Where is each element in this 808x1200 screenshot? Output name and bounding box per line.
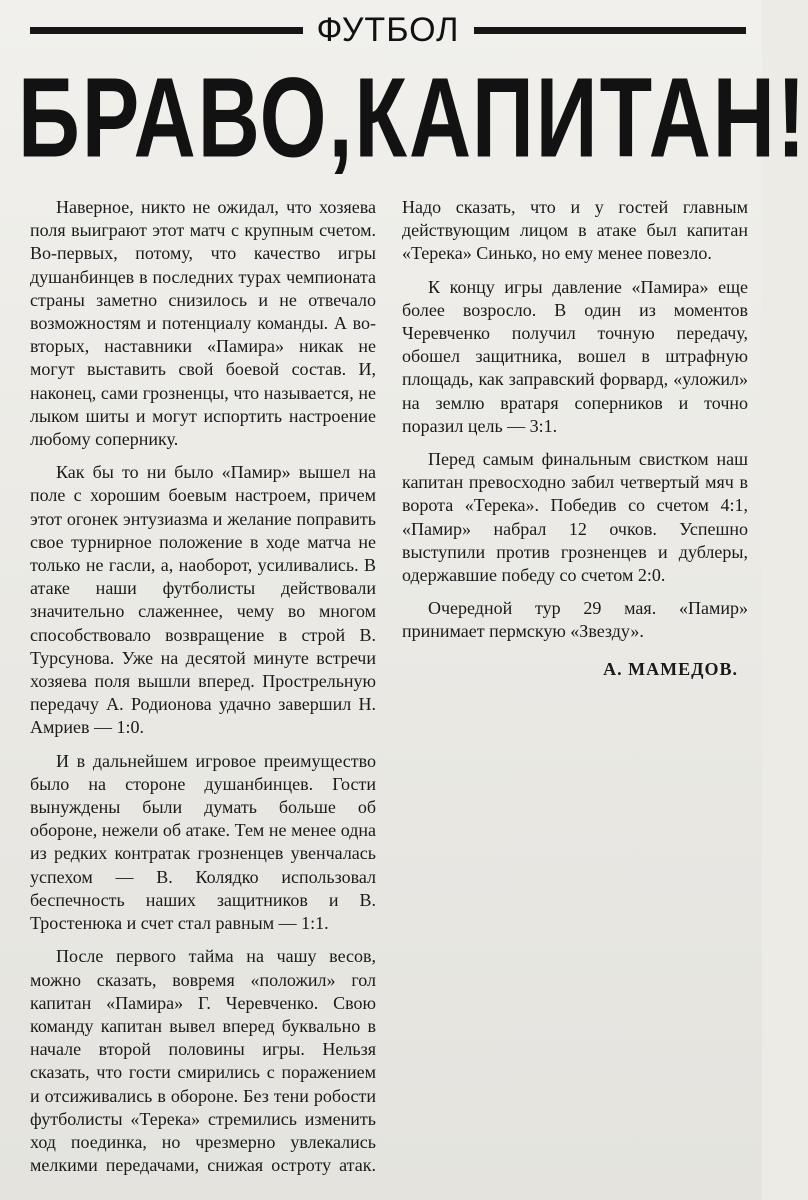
headline [18,39,808,197]
article-paragraph: Наверное, никто не ожидал, что хозяева поля выиграют этот матч с крупным счетом. Во-первых, потому, что качество игры душанбинцев в последних турах чемпионата страны заметно снизилось и не отвечало возможностям и потенциалу команды. А во-вторых, наставники «Памира» никак не могут выставить свой боевой состав. И, наконец, сами грозненцы, что называется, не лыком шиты и могут испортить настроение любому сопернику. [30,197,376,450]
rubric-rule-right [474,27,747,34]
article-paragraph: Как бы то ни было «Памир» вышел на поле с хорошим боевым настроем, причем этот огонек энтузиазма и желание поправить свое турнирное положение в ходе матча не только не гасли, а, наоборот, усиливались. В атаке наши футболисты действовали значительно слаженнее, чему во многом способствовало возвращение в строй В. Турсунова. Уже на десятой минуте встречи хозяева поля вышли вперед. Прострельную передачу А. Родионова удачно завершил Н. Амриев — 1:0. [30,462,376,738]
article-paragraph: После первого тайма на чашу весов, можно сказать, вовремя «положил» гол капитан «Памира» Г. Черевченко. Свою команду капитан вывел вперед буквально в начале второй половины игры. Нельзя сказать, что гости смирились с поражением и отсиживались в обороне. Без тени робости футболисты «Терека» стремились изменить ход поединка, но чрезмерно увлекались мелкими передачами, снижая остроту атак. Надо сказать, что и у гостей главным действующим лицом в атаке был капитан «Терека» Синько, но ему менее повезло. [30,197,748,1176]
rubric-label: ФУТБОЛ [316,10,460,49]
headline-word-1: БРАВО, [18,53,355,181]
headline-word-2: КАПИТАН! [354,53,808,181]
article-paragraph: И в дальнейшем игровое преимущество было на стороне душанбинцев. Гости вынуждены были думать больше об обороне, нежели об атаке. Тем не менее одна из редких контратак грозненцев увенчалась успехом — В. Колядко использовал беспечность наших защитников и В. Тростенюка и счет стал равным — 1:1. [30,750,376,934]
rubric-rule-left [30,27,303,34]
article-paragraph: К концу игры давление «Памира» еще более возросло. В один из моментов Черевченко получил точную передачу, обошел защитника, вошел в штрафную площадь, как заправский форвард, «уложил» на землю вратаря соперников и точно поразил цель — 3:1. [402,276,748,436]
article-body [30,196,748,1186]
article-paragraph: Очередной тур 29 мая. «Памир» принимает пермскую «Звезду». [402,598,748,642]
article-paragraph: Перед самым финальным свистком наш капитан превосходно забил четвертый мяч в ворота «Терека». Победив со счетом 4:1, «Памир» набрал 12 очков. Успешно выступили против грозненцев и дублеры, одержавшие победу со счетом 2:0. [402,449,748,586]
author-signature: А. МАМЕДОВ. [603,658,738,679]
